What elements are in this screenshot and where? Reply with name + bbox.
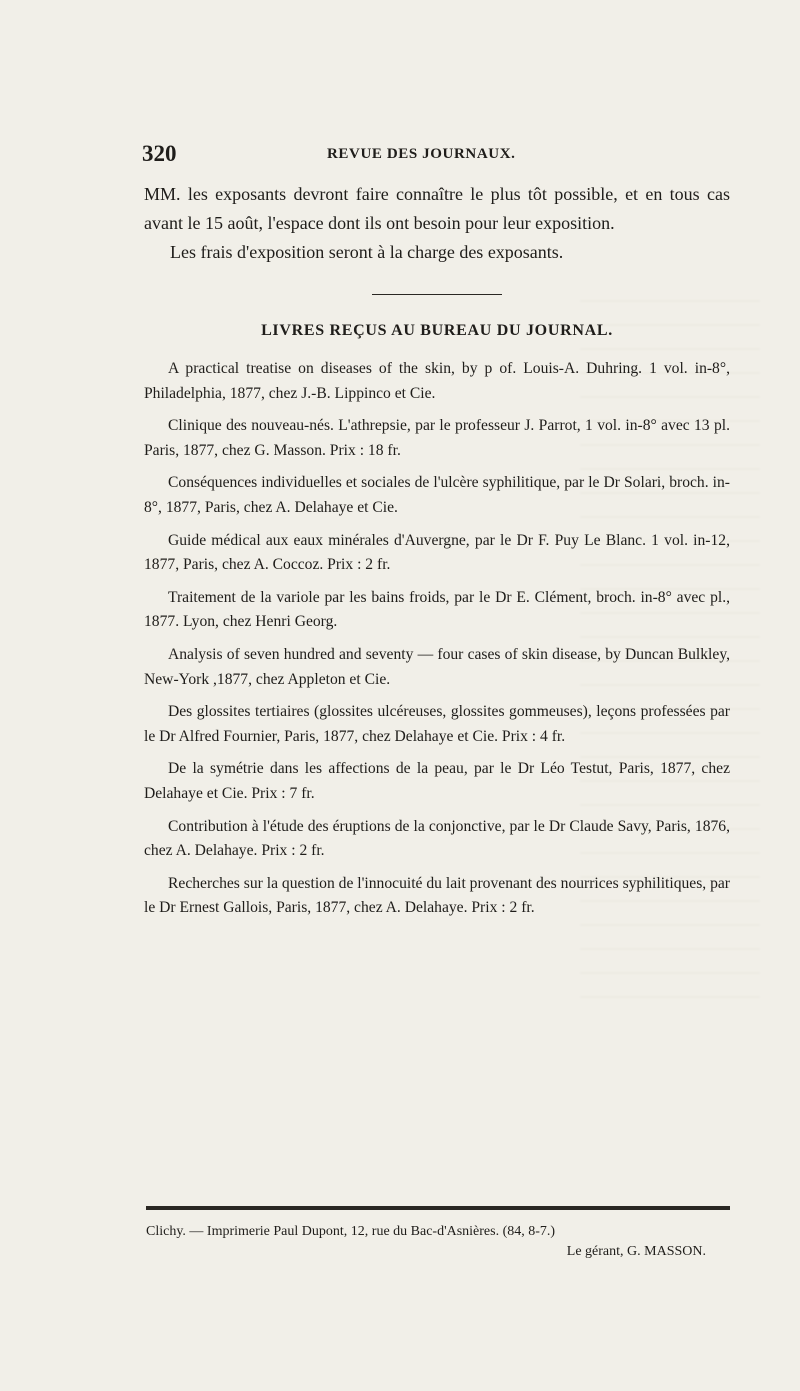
section-title: LIVRES REÇUS AU BUREAU DU JOURNAL. bbox=[261, 322, 613, 339]
footer-rule bbox=[146, 1206, 730, 1210]
book-list bbox=[144, 357, 730, 921]
printer-line: Clichy. — Imprimerie Paul Dupont, 12, rue du Bac-d'Asnières. (84, 8-7.) bbox=[146, 1224, 556, 1239]
book-entry: Guide médical aux eaux minérales d'Auvergne, par le Dr F. Puy Le Blanc. 1 vol. in-12, 1877, Paris, chez A. Coccoz. Prix : 2 fr. bbox=[144, 531, 730, 574]
running-head: REVUE DES JOURNAUX. bbox=[327, 146, 516, 162]
book-entry: Des glossites tertiaires (glossites ulcéreuses, glossites gommeuses), leçons professées par le Dr Alfred Fournier, Paris, 1877, chez Delahaye et Cie. Prix : 4 fr. bbox=[144, 703, 730, 745]
book-entry: Analysis of seven hundred and seventy — four cases of skin disease, by Duncan Bulkley, New-York ,1877, chez Appleton et Cie. bbox=[144, 645, 730, 688]
book-entry: Clinique des nouveau-nés. L'athrepsie, par le professeur J. Parrot, 1 vol. in-8° avec 13 pl. Paris, 1877, chez G. Masson. Prix : 18 fr. bbox=[144, 417, 730, 459]
book-entry: Recherches sur la question de l'innocuité du lait provenant des nourrices syphilitiques, par le Dr Ernest Gallois, Paris, 1877, chez A. Delahaye. Prix : 2 fr. bbox=[144, 874, 730, 917]
book-entry: De la symétrie dans les affections de la peau, par le Dr Léo Testut, Paris, 1877, chez Delahaye et Cie. Prix : 7 fr. bbox=[144, 760, 730, 802]
section-divider bbox=[372, 294, 502, 295]
intro-paragraph: MM. les exposants devront faire connaître le plus tôt possible, et en tous cas avant le 15 août, l'espace dont ils ont besoin pour leur exposition. bbox=[144, 184, 730, 233]
book-entry: Conséquences individuelles et sociales de l'ulcère syphilitique, par le Dr Solari, broch. in-8°, 1877, Paris, chez A. Delahaye et Cie. bbox=[144, 474, 730, 516]
managing-editor-signature: Le gérant, G. MASSON. bbox=[566, 1244, 706, 1259]
page-footer bbox=[146, 1206, 730, 1262]
intro-paragraph: Les frais d'exposition seront à la charge des exposants. bbox=[170, 242, 564, 262]
page-number: 320 bbox=[142, 141, 177, 166]
book-entry: A practical treatise on diseases of the skin, by p of. Louis-A. Duhring. 1 vol. in-8°, Philadelphia, 1877, chez J.-B. Lippinco et Cie. bbox=[144, 360, 730, 402]
book-entry: Traitement de la variole par les bains froids, par le Dr E. Clément, broch. in-8° avec pl., 1877. Lyon, chez Henri Georg. bbox=[144, 588, 730, 631]
intro-paragraphs bbox=[144, 180, 730, 267]
page-body bbox=[144, 180, 730, 929]
book-entry: Contribution à l'étude des éruptions de la conjonctive, par le Dr Claude Savy, Paris, 1876, chez A. Delahaye. Prix : 2 fr. bbox=[144, 817, 730, 860]
page-header bbox=[142, 142, 732, 170]
